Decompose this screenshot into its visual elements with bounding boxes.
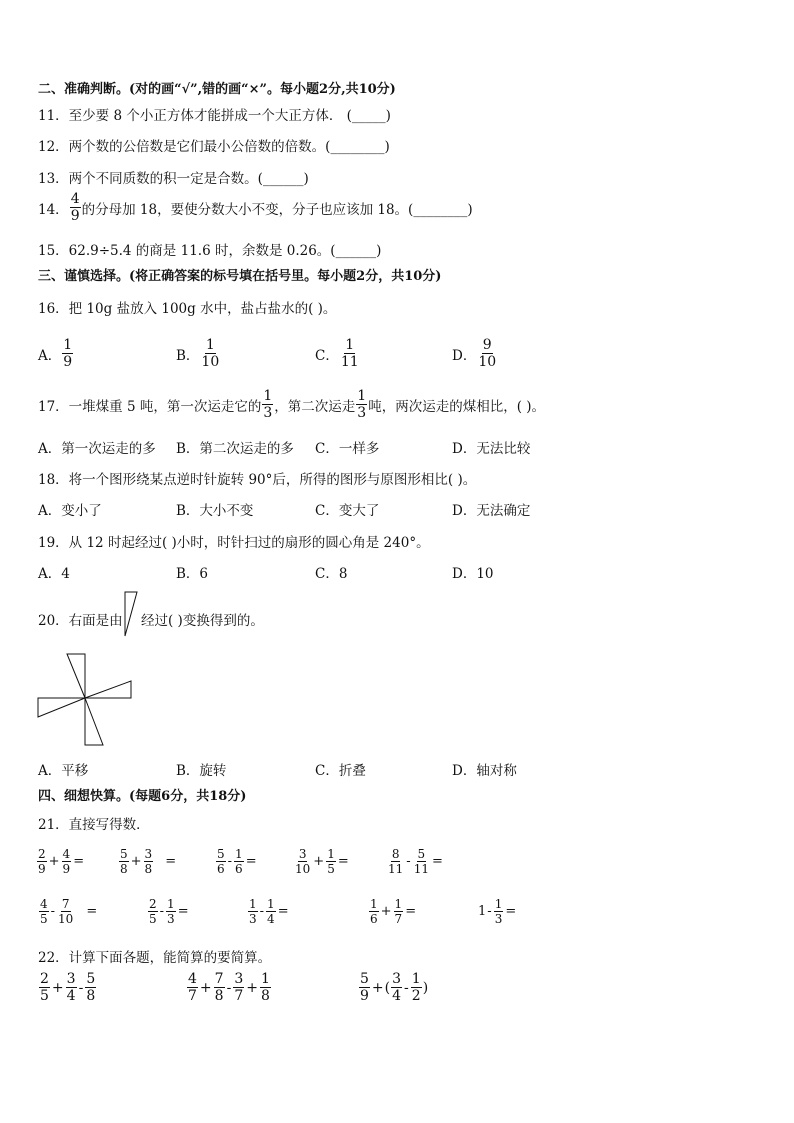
calc-22-2: $\frac{4}{7}$ + $\frac{7}{8}$ - $\frac{3}{7}$ + $\frac{1}{8}$: [188, 971, 270, 1004]
q17-option-b: B．第二次运走的多: [176, 441, 294, 457]
question-11: 11．至少要 8 个小正方体才能拼成一个大正方体． (_____): [38, 108, 391, 124]
q20-option-c: C．折叠: [315, 763, 366, 779]
calc-r2-1: $\frac{4}{5}$ - $\frac{7}{10}$ =: [40, 897, 98, 926]
section3-heading: 三、谨慎选择。(将正确答案的标号填在括号里。每小题2分，共10分): [38, 269, 442, 284]
q16-option-c: C． $\frac{1}{11}$: [315, 337, 359, 370]
q17-option-a: A．第一次运走的多: [38, 441, 156, 457]
q16-option-b: B． $\frac{1}{10}$: [176, 337, 220, 370]
calc-r1-5: $\frac{8}{11}$ - $\frac{5}{11}$ =: [388, 847, 443, 876]
q17-option-d: D．无法比较: [452, 441, 531, 457]
q17-fraction-1: $\frac{1}{3}$: [263, 388, 273, 421]
q20-option-a: A．平移: [38, 763, 89, 779]
section4-heading: 四、细想快算。(每题6分，共18分): [38, 789, 247, 804]
q19-option-c: C．8: [315, 566, 348, 582]
calc-r1-4: $\frac{3}{10}$ + $\frac{1}{5}$ =: [295, 847, 349, 876]
calc-r1-2: $\frac{5}{8}$ + $\frac{3}{8}$ =: [120, 847, 177, 876]
calc-22-3: $\frac{5}{9}$ + ( $\frac{3}{4}$ - $\frac{1}{2}$ ): [360, 971, 429, 1004]
q20-text-start: 20．右面是由: [38, 613, 123, 629]
question-22: 22．计算下面各题，能简算的要简算。: [38, 950, 272, 966]
q18-option-a: A．变小了: [38, 503, 102, 519]
q14-fraction: $\frac{4}{9}$: [70, 191, 80, 224]
q16-option-a: A． $\frac{1}{9}$: [38, 337, 73, 370]
q14-text: 的分母加 18，要使分数大小不变，分子也应该加 18。(________): [81, 201, 473, 218]
question-17: 17．一堆煤重 5 吨，第一次运走它的 $\frac{1}{3}$ ，第二次运走 $\frac{1}{3}$ 吨，两次运走的煤相比，( )。: [38, 388, 546, 421]
triangle-shape-icon: [122, 590, 140, 638]
q20-option-b: B．旋转: [176, 763, 227, 779]
question-13: 13．两个不同质数的积一定是合数。(______): [38, 171, 309, 187]
q19-option-a: A．4: [38, 566, 70, 582]
calc-r2-3: $\frac{1}{3}$ - $\frac{1}{4}$ =: [249, 897, 289, 926]
q14-number: 14．: [38, 201, 69, 218]
q19-option-d: D．10: [452, 566, 494, 582]
section2-heading: 二、准确判断。(对的画“√”,错的画“×”。每小题2分,共10分): [38, 82, 396, 97]
calc-r2-5: 1 - $\frac{1}{3}$ =: [478, 897, 517, 926]
question-14: [38, 192, 473, 223]
q20-text-end: 经过( )变换得到的。: [141, 613, 264, 629]
question-16: 16．把 10g 盐放入 100g 水中，盐占盐水的( )。: [38, 301, 337, 317]
calc-22-1: $\frac{2}{5}$ + $\frac{3}{4}$ - $\frac{5}{8}$: [40, 971, 96, 1004]
question-18: 18．将一个图形绕某点逆时针旋转 90°后，所得的图形与原图形相比( )。: [38, 472, 477, 488]
q17-fraction-2: $\frac{1}{3}$: [357, 388, 367, 421]
calc-r2-2: $\frac{2}{5}$ - $\frac{1}{3}$ =: [149, 897, 189, 926]
q20-option-d: D．轴对称: [452, 763, 517, 779]
calc-r1-1: $\frac{2}{9}$ + $\frac{4}{9}$ =: [38, 847, 85, 876]
question-15: 15．62.9÷5.4 的商是 11.6 时，余数是 0.26。(______): [38, 243, 382, 259]
q19-option-b: B．6: [176, 566, 209, 582]
calc-r1-3: $\frac{5}{6}$ - $\frac{1}{6}$ =: [217, 847, 257, 876]
q18-option-b: B．大小不变: [176, 503, 254, 519]
q18-option-d: D．无法确定: [452, 503, 531, 519]
question-21: 21．直接写得数．: [38, 817, 150, 833]
calc-r2-4: $\frac{1}{6}$ + $\frac{1}{7}$ =: [370, 897, 417, 926]
q16-option-d: D． $\frac{9}{10}$: [452, 337, 497, 370]
q17-option-c: C．一样多: [315, 441, 380, 457]
question-19: 19．从 12 时起经过( )小时，时针扫过的扇形的圆心角是 240°。: [38, 535, 430, 551]
pinwheel-figure-icon: [36, 650, 136, 750]
q18-option-c: C．变大了: [315, 503, 380, 519]
question-12: 12．两个数的公倍数是它们最小公倍数的倍数。(________): [38, 139, 390, 155]
